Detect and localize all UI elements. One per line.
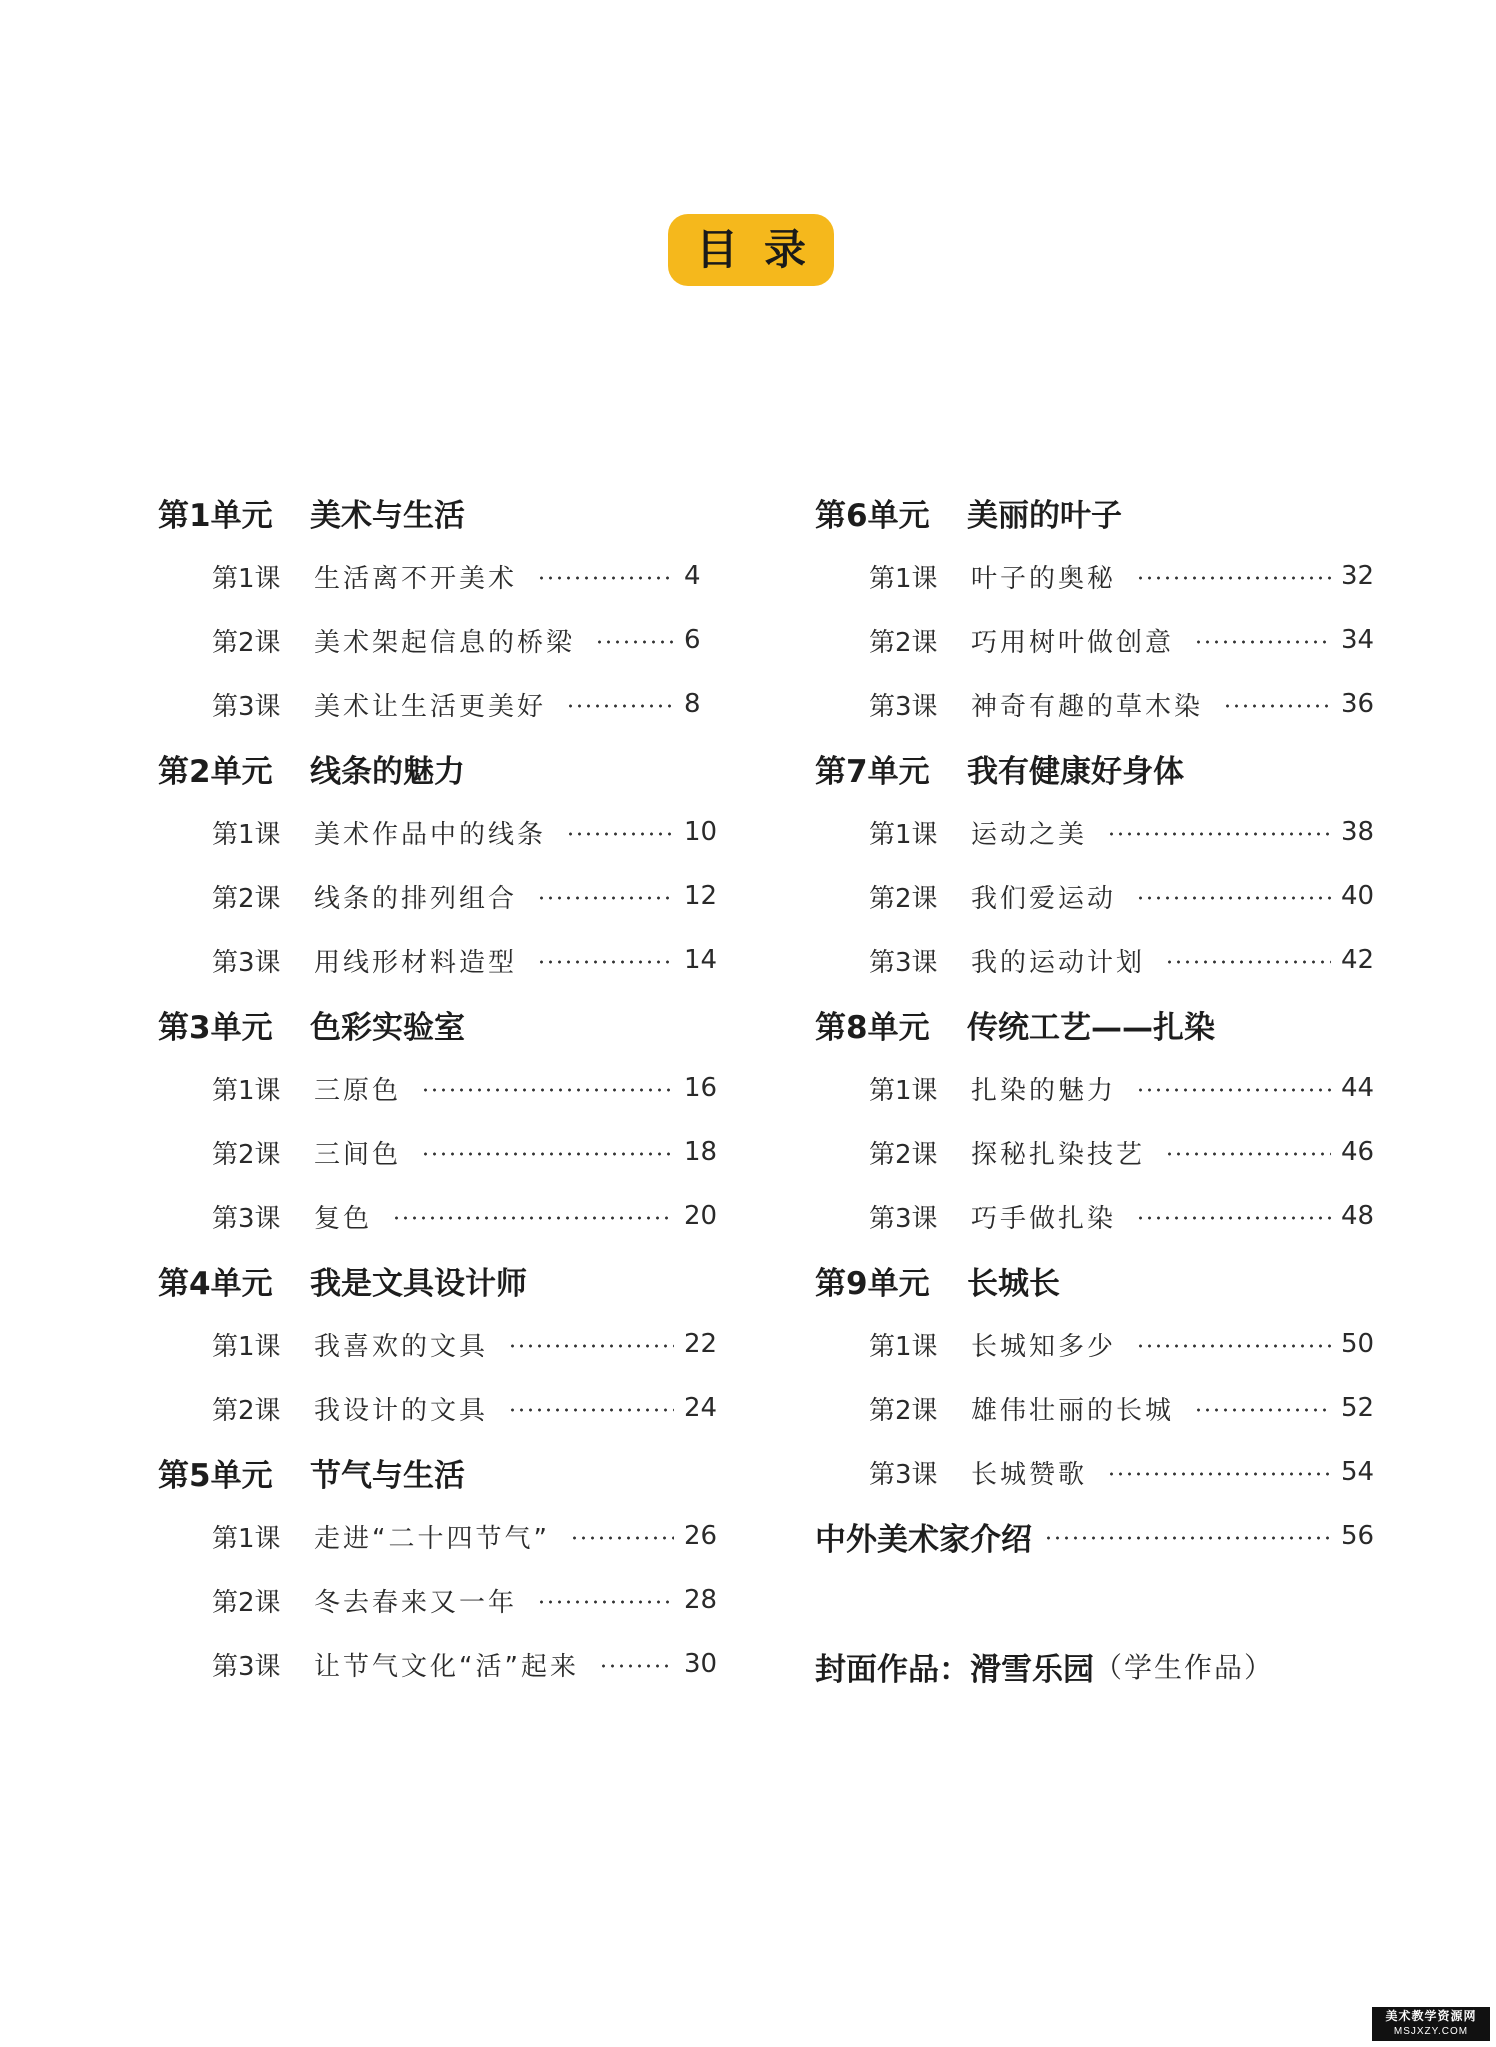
lesson-title: 冬去春来又一年 — [314, 1587, 518, 1618]
lesson-title: 美术架起信息的桥梁 — [314, 627, 576, 658]
unit-number: 第7单元 — [815, 753, 930, 790]
page-number: 18 — [684, 1137, 718, 1167]
lesson-title: 我们爱运动 — [971, 883, 1117, 914]
unit-number: 第8单元 — [815, 1009, 930, 1046]
unit-heading — [158, 1248, 724, 1312]
page-number: 48 — [1341, 1201, 1375, 1231]
unit-heading — [158, 992, 724, 1056]
artists-intro-entry[interactable] — [815, 1504, 1381, 1568]
lesson-number: 第3课 — [869, 1203, 938, 1234]
unit-number: 第1单元 — [158, 497, 273, 534]
page-number: 34 — [1341, 625, 1375, 655]
watermark-url: MSJXZY.COM — [1393, 2026, 1469, 2037]
dot-leader — [508, 1344, 674, 1348]
dot-leader — [1165, 960, 1331, 964]
lesson-number: 第1课 — [212, 1331, 281, 1362]
dot-leader — [1044, 1536, 1331, 1540]
lesson-entry[interactable] — [158, 672, 724, 736]
lesson-number: 第1课 — [212, 1075, 281, 1106]
dot-leader — [1136, 576, 1331, 580]
lesson-title: 走进“二十四节气” — [314, 1523, 550, 1554]
page-number: 44 — [1341, 1073, 1375, 1103]
unit-number: 第5单元 — [158, 1457, 273, 1494]
page-number: 4 — [684, 561, 701, 591]
lesson-number: 第2课 — [869, 883, 938, 914]
lesson-title: 复色 — [314, 1203, 373, 1234]
lesson-entry[interactable] — [815, 544, 1381, 608]
lesson-title: 长城知多少 — [971, 1331, 1117, 1362]
unit-title: 传统工艺——扎染 — [967, 1009, 1215, 1046]
lesson-entry[interactable] — [158, 1504, 724, 1568]
watermark-name: 美术教学资源网 — [1385, 2009, 1477, 2023]
dot-leader — [537, 896, 674, 900]
unit-heading — [815, 736, 1381, 800]
unit-title: 节气与生活 — [310, 1457, 465, 1494]
lesson-number: 第2课 — [869, 627, 938, 658]
page-title: 目录 — [668, 214, 834, 286]
dot-leader — [392, 1216, 674, 1220]
dot-leader — [421, 1088, 674, 1092]
unit-title: 美丽的叶子 — [967, 497, 1122, 534]
lesson-number: 第1课 — [869, 819, 938, 850]
cover-credit-label: 封面作品： — [815, 1651, 970, 1688]
unit-number: 第6单元 — [815, 497, 930, 534]
lesson-title: 线条的排列组合 — [314, 883, 518, 914]
page-number: 54 — [1341, 1457, 1375, 1487]
lesson-title: 雄伟壮丽的长城 — [971, 1395, 1175, 1426]
lesson-number: 第1课 — [212, 819, 281, 850]
lesson-title: 美术作品中的线条 — [314, 819, 547, 850]
toc-left-column — [158, 480, 724, 1696]
dot-leader — [537, 576, 674, 580]
lesson-entry[interactable] — [815, 672, 1381, 736]
dot-leader — [599, 1664, 674, 1668]
page-number: 32 — [1341, 561, 1375, 591]
lesson-number: 第1课 — [869, 1331, 938, 1362]
lesson-title: 巧用树叶做创意 — [971, 627, 1175, 658]
page-number: 50 — [1341, 1329, 1375, 1359]
lesson-entry[interactable] — [158, 928, 724, 992]
unit-title: 美术与生活 — [310, 497, 465, 534]
lesson-entry[interactable] — [158, 1312, 724, 1376]
lesson-entry[interactable] — [815, 1312, 1381, 1376]
artists-intro-title: 中外美术家介绍 — [815, 1521, 1032, 1558]
lesson-title: 我设计的文具 — [314, 1395, 489, 1426]
lesson-number: 第1课 — [212, 1523, 281, 1554]
lesson-number: 第2课 — [212, 1587, 281, 1618]
unit-title: 线条的魅力 — [310, 753, 465, 790]
lesson-title: 生活离不开美术 — [314, 563, 518, 594]
lesson-title: 三原色 — [314, 1075, 402, 1106]
lesson-number: 第1课 — [869, 1075, 938, 1106]
page-number: 14 — [684, 945, 718, 975]
cover-work-title: 滑雪乐园 — [970, 1651, 1094, 1688]
page-number: 56 — [1341, 1521, 1375, 1551]
lesson-entry[interactable] — [158, 544, 724, 608]
lesson-entry[interactable] — [815, 1184, 1381, 1248]
lesson-number: 第1课 — [212, 563, 281, 594]
dot-leader — [1107, 832, 1331, 836]
lesson-number: 第3课 — [212, 947, 281, 978]
dot-leader — [1223, 704, 1331, 708]
dot-leader — [1136, 896, 1331, 900]
page-number: 16 — [684, 1073, 718, 1103]
lesson-number: 第1课 — [869, 563, 938, 594]
dot-leader — [1165, 1152, 1331, 1156]
page-number: 42 — [1341, 945, 1375, 975]
lesson-entry[interactable] — [158, 1568, 724, 1632]
page-number: 26 — [684, 1521, 718, 1551]
lesson-entry[interactable] — [158, 864, 724, 928]
lesson-number: 第2课 — [869, 1395, 938, 1426]
lesson-number: 第3课 — [212, 1651, 281, 1682]
page-number: 38 — [1341, 817, 1375, 847]
lesson-entry[interactable] — [158, 800, 724, 864]
lesson-entry[interactable] — [815, 1056, 1381, 1120]
page-number: 46 — [1341, 1137, 1375, 1167]
lesson-entry[interactable] — [815, 800, 1381, 864]
page-number: 22 — [684, 1329, 718, 1359]
dot-leader — [1107, 1472, 1331, 1476]
dot-leader — [508, 1408, 674, 1412]
lesson-title: 运动之美 — [971, 819, 1088, 850]
page-number: 10 — [684, 817, 718, 847]
watermark-logo — [1372, 2007, 1490, 2041]
page-number: 30 — [684, 1649, 718, 1679]
cover-work-note: （学生作品） — [1094, 1651, 1275, 1684]
dot-leader — [566, 704, 674, 708]
unit-title: 我有健康好身体 — [967, 753, 1184, 790]
unit-number: 第3单元 — [158, 1009, 273, 1046]
lesson-title: 我喜欢的文具 — [314, 1331, 489, 1362]
lesson-entry[interactable] — [158, 608, 724, 672]
unit-title: 长城长 — [967, 1265, 1060, 1302]
unit-heading — [815, 480, 1381, 544]
lesson-title: 美术让生活更美好 — [314, 691, 547, 722]
page-number: 8 — [684, 689, 701, 719]
page-number: 6 — [684, 625, 701, 655]
lesson-entry[interactable] — [815, 1440, 1381, 1504]
lesson-number: 第3课 — [869, 691, 938, 722]
page-number: 52 — [1341, 1393, 1375, 1423]
unit-number: 第4单元 — [158, 1265, 273, 1302]
lesson-entry[interactable] — [815, 608, 1381, 672]
dot-leader — [570, 1536, 674, 1540]
lesson-entry[interactable] — [815, 864, 1381, 928]
dot-leader — [1194, 1408, 1331, 1412]
lesson-title: 三间色 — [314, 1139, 402, 1170]
lesson-entry[interactable] — [158, 1120, 724, 1184]
page-number: 24 — [684, 1393, 718, 1423]
lesson-number: 第3课 — [212, 1203, 281, 1234]
lesson-number: 第2课 — [212, 627, 281, 658]
lesson-title: 长城赞歌 — [971, 1459, 1088, 1490]
lesson-entry[interactable] — [158, 1056, 724, 1120]
unit-title: 色彩实验室 — [310, 1009, 465, 1046]
unit-heading — [158, 736, 724, 800]
lesson-title: 扎染的魅力 — [971, 1075, 1117, 1106]
lesson-entry[interactable] — [158, 1632, 724, 1696]
page-number: 40 — [1341, 881, 1375, 911]
lesson-number: 第2课 — [212, 883, 281, 914]
lesson-entry[interactable] — [158, 1184, 724, 1248]
lesson-number: 第2课 — [869, 1139, 938, 1170]
dot-leader — [421, 1152, 674, 1156]
lesson-title: 神奇有趣的草木染 — [971, 691, 1204, 722]
unit-heading — [815, 1248, 1381, 1312]
lesson-number: 第3课 — [869, 947, 938, 978]
lesson-entry[interactable] — [815, 1120, 1381, 1184]
toc-right-column — [815, 480, 1381, 1698]
dot-leader — [1194, 640, 1331, 644]
dot-leader — [1136, 1088, 1331, 1092]
lesson-title: 探秘扎染技艺 — [971, 1139, 1146, 1170]
page-number: 20 — [684, 1201, 718, 1231]
lesson-entry[interactable] — [815, 928, 1381, 992]
lesson-title: 让节气文化“活”起来 — [314, 1651, 579, 1682]
lesson-number: 第3课 — [869, 1459, 938, 1490]
unit-heading — [158, 1440, 724, 1504]
lesson-entry[interactable] — [158, 1376, 724, 1440]
cover-credit — [815, 1634, 1381, 1698]
page-number: 36 — [1341, 689, 1375, 719]
unit-heading — [158, 480, 724, 544]
lesson-number: 第2课 — [212, 1139, 281, 1170]
lesson-number: 第2课 — [212, 1395, 281, 1426]
dot-leader — [537, 960, 674, 964]
lesson-entry[interactable] — [815, 1376, 1381, 1440]
lesson-title: 用线形材料造型 — [314, 947, 518, 978]
lesson-title: 巧手做扎染 — [971, 1203, 1117, 1234]
lesson-number: 第3课 — [212, 691, 281, 722]
dot-leader — [1136, 1344, 1331, 1348]
page-number: 28 — [684, 1585, 718, 1615]
page-number: 12 — [684, 881, 718, 911]
unit-number: 第9单元 — [815, 1265, 930, 1302]
unit-heading — [815, 992, 1381, 1056]
lesson-title: 我的运动计划 — [971, 947, 1146, 978]
unit-title: 我是文具设计师 — [310, 1265, 527, 1302]
dot-leader — [1136, 1216, 1331, 1220]
dot-leader — [537, 1600, 674, 1604]
lesson-title: 叶子的奥秘 — [971, 563, 1117, 594]
dot-leader — [566, 832, 674, 836]
dot-leader — [595, 640, 674, 644]
unit-number: 第2单元 — [158, 753, 273, 790]
